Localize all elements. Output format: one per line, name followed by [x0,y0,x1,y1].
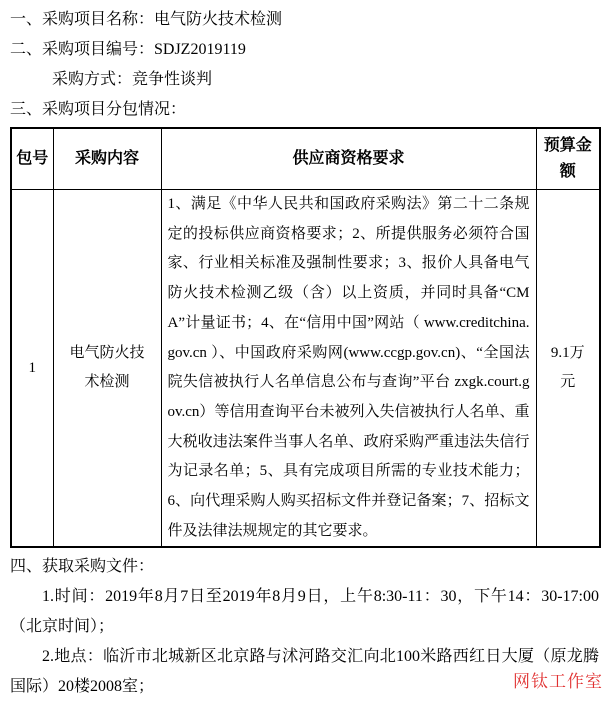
section3-title: 三、采购项目分包情况： [10,101,187,118]
project-name-line: 一、采购项目名称：电气防火技术检测 [10,11,283,28]
column-header-budget: 预算金额 [536,128,600,190]
column-header-content: 采购内容 [53,128,161,190]
cell-budget-amount: 9.1万元 [536,190,600,548]
procurement-method-line: 采购方式：竞争性谈判 [52,71,213,88]
column-header-requirements: 供应商资格要求 [161,128,536,190]
watermark-text: 网钛工作室 [513,672,603,691]
project-number-line: 二、采购项目编号：SDJZ2019119 [10,41,246,58]
column-header-package-no: 包号 [11,128,53,190]
cell-procurement-content: 电气防火技术检测 [53,190,161,548]
package-table [10,127,601,548]
cell-supplier-requirements: 1、满足《中华人民共和国政府采购法》第二十二条规定的投标供应商资格要求；2、所提供服务必须符合国家、行业相关标准及强制性要求；3、报价人具备电气防火技术检测乙级（含）以上资质，并同时具备“CMA”计量证书；4、在“信用中国”网站（ www.creditchina.gov.cn ）、中国政府采购网(www.ccgp.gov.cn)、“全国法院失信被执行人名单信息公布与查询”平台 zxgk.court.gov.cn）等信用查询平台未被列入失信被执行人名单、重大税收违法案件当事人名单、政府采购严重违法失信行为记录名单；5、具有完成项目所需的专业技术能力；6、向代理采购人购买招标文件并登记备案；7、招标文件及法律法规规定的其它要求。 [161,190,536,548]
section4-obtain-documents [10,552,599,702]
section4-location-line: 2.地点：临沂市北城新区北京路与沭河路交汇向北100米路西红日大厦（原龙腾国际）20楼2008室； [10,648,599,696]
cell-package-no: 1 [11,190,53,548]
table-header-row [11,128,600,190]
section4-time-line: 1.时间：2019年8月7日至2019年8月9日，上午8:30-11：30，下午14：30-17:00（北京时间）； [10,588,599,636]
intro-section [10,5,599,125]
section4-title: 四、获取采购文件： [10,558,155,576]
table-row [11,190,600,548]
